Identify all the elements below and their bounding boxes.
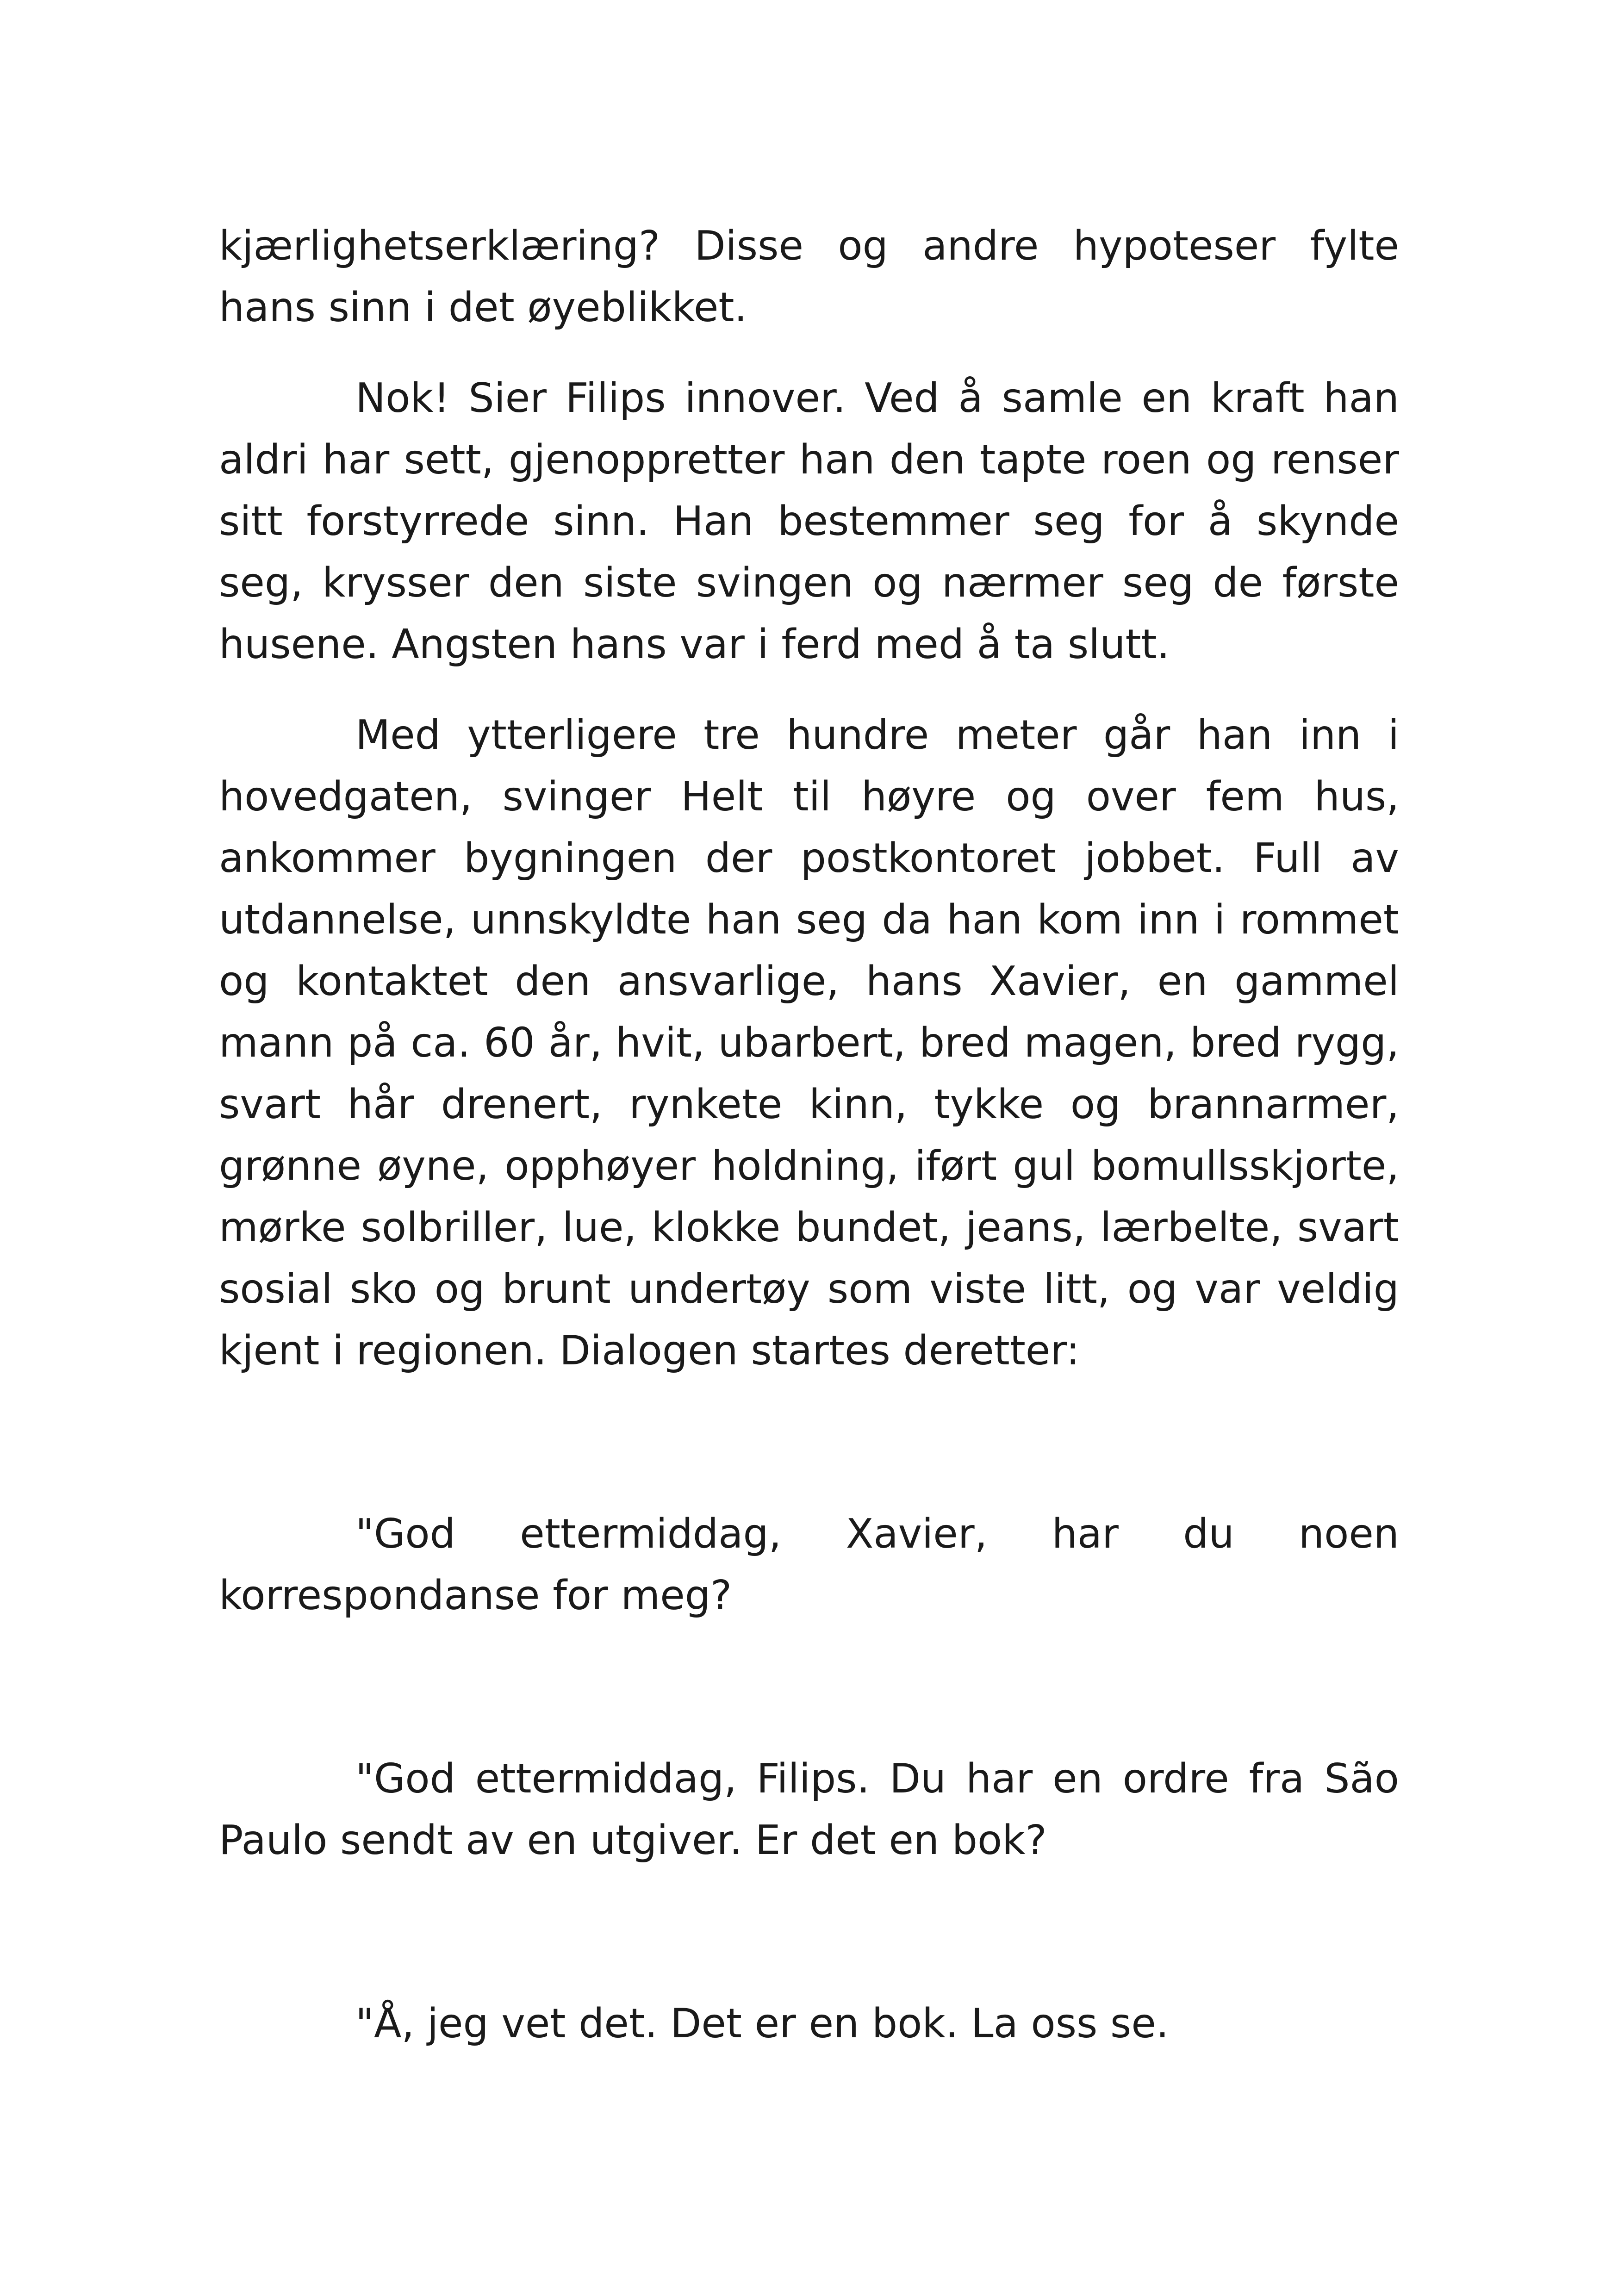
dialogue-line-filips-greeting: "God ettermiddag, Xavier, har du noen korrespondanse for meg? (219, 1510, 1399, 1619)
body-text (219, 215, 1399, 2054)
paragraph-post-office: Med ytterligere tre hundre meter går han inn i hovedgaten, svinger Helt til høyre og over fem hus, ankommer bygningen der postkontoret jobbet. Full av utdannelse, unnskyldte han seg da han kom inn i rommet og kontaktet den ansvarlige, hans Xavier, en gammel mann på ca. 60 år, hvit, ubarbert, bred magen, bred rygg, svart hår drenert, rynkete kinn, tykke og brannarmer, grønne øyne, opphøyer holdning, iført gul bomullsskjorte, mørke solbriller, lue, klokke bundet, jeans, lærbelte, svart sosial sko og brunt undertøy som viste litt, og var veldig kjent i regionen. Dialogen startes deretter: (219, 711, 1399, 1374)
dialogue-line-xavier-reply: "God ettermiddag, Filips. Du har en ordre fra São Paulo sendt av en utgiver. Er det en bok? (219, 1755, 1399, 1864)
paragraph-filips-resolve: Nok! Sier Filips innover. Ved å samle en kraft han aldri har sett, gjenoppretter han den tapte roen og renser sitt forstyrrede sinn. Han bestemmer seg for å skynde seg, krysser den siste svingen og nærmer seg de første husene. Angsten hans var i ferd med å ta slutt. (219, 374, 1399, 668)
dialogue-line-filips-book: "Å, jeg vet det. Det er en bok. La oss se. (355, 2000, 1169, 2047)
paragraph-continuation: kjærlighetserklæring? Disse og andre hypoteser fylte hans sinn i det øyeblikket. (219, 222, 1399, 331)
